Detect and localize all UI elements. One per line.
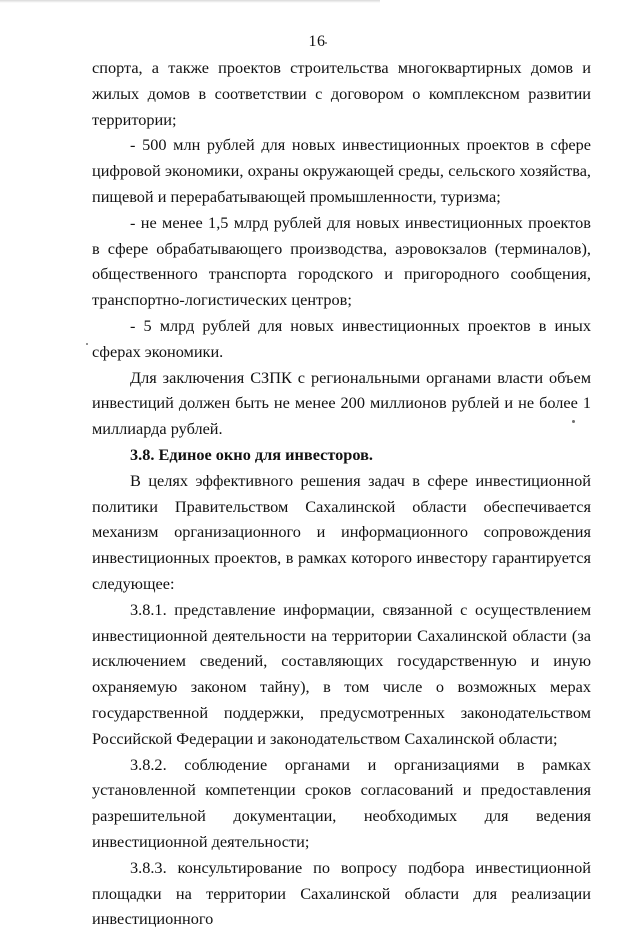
paragraph-3-8-1: 3.8.1. представление информации, связанной с осуществлением инвестиционной деятельности на территории Сахалинской области (за исключением сведений, составляющих государственную и иную охраняемую законом тайну), в том числе о возможных мерах государственной поддержки, предусмотренных законодательством Российской Федерации и законодательством Сахалинской области;	[92, 599, 591, 748]
paragraph-single-window-intro: В целях эффективного решения задач в сфере инвестиционной политики Правительством Сахалинской области обеспечивается механизм организационного и информационного сопровождения инвестиционных проектов, в рамках которого инвестору гарантируется следующее:	[92, 470, 591, 593]
paragraph-500-mln: - 500 млн рублей для новых инвестиционных проектов в сфере цифровой экономики, охраны окружающей среды, сельского хозяйства, пищевой и перерабатывающей промышленности, туризма;	[92, 135, 591, 206]
scan-speck	[86, 343, 88, 345]
scan-speck	[325, 42, 327, 44]
section-heading-3-8: 3.8. Единое окно для инвесторов.	[130, 444, 373, 464]
paragraph-szpk-regional: Для заключения СЗПК с региональными органами власти объем инвестиций должен быть не менее 200 миллионов рублей и не более 1 миллиарда рублей.	[92, 367, 591, 439]
paragraph-1-5-mlrd: - не менее 1,5 млрд рублей для новых инвестиционных проектов в сфере обрабатывающего производства, аэровокзалов (терминалов), общественного транспорта городского и пригородного сообщения, транспортно-логистических центров;	[92, 212, 591, 310]
scan-edge-shadow	[0, 0, 380, 3]
scan-speck	[572, 420, 575, 423]
body-text	[92, 55, 591, 932]
paragraph-continuation: спорта, а также проектов строительства многоквартирных домов и жилых домов в соответствии с договором о комплексном развитии территории;	[92, 58, 591, 129]
paragraph-3-8-3: 3.8.3. консультирование по вопросу подбора инвестиционной площадки на территории Сахалинской области для реализации инвестиционного	[92, 857, 591, 929]
page-number: 16	[308, 33, 326, 50]
paragraph-3-8-2: 3.8.2. соблюдение органами и организациями в рамках установленной компетенции сроков согласований и предоставления разрешительной документации, необходимых для ведения инвестиционной деятельности;	[92, 754, 591, 851]
paragraph-5-mlrd: - 5 млрд рублей для новых инвестиционных проектов в иных сферах экономики.	[92, 315, 591, 361]
